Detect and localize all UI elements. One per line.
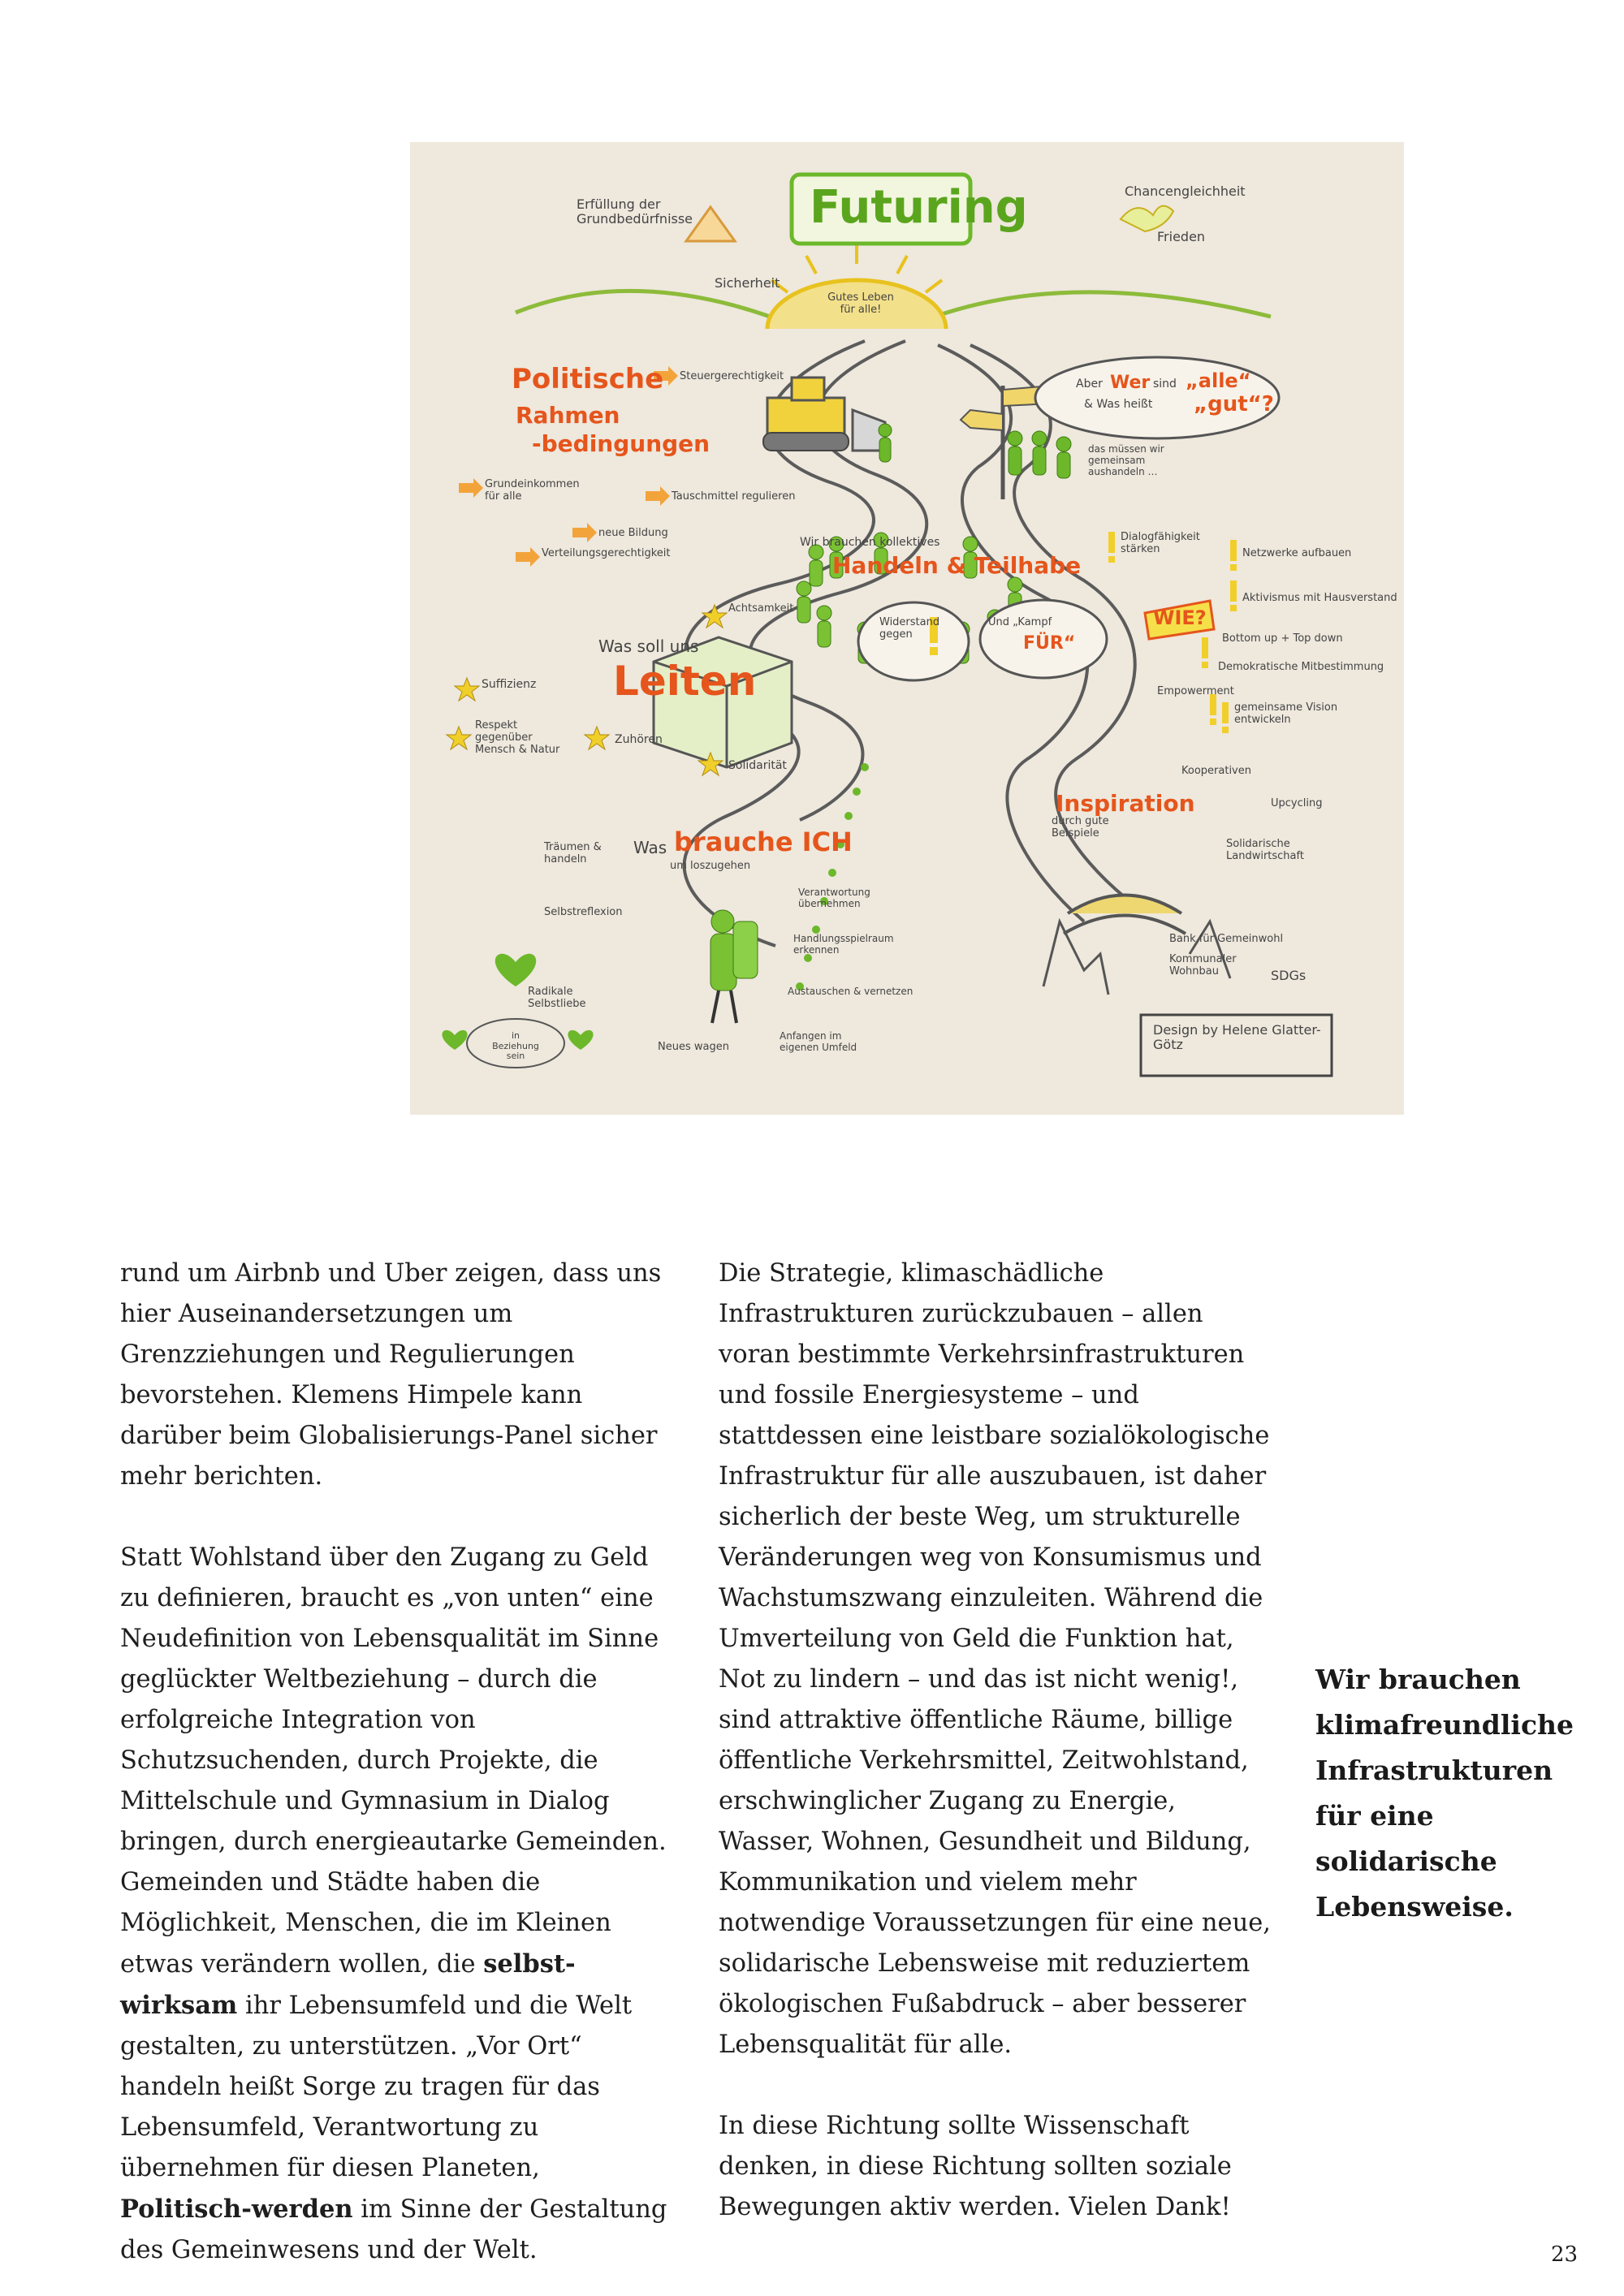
sketch-title: Futuring (810, 181, 1028, 234)
paragraph: rund um Airbnb und Uber zeigen, dass uns hier Auseinandersetzungen um Grenzziehungen und Regulierungen bevorstehen. Klemens Himpele kann darüber beim Globalisierungs-Panel sicher mehr berichten. (120, 1259, 662, 1491)
sketch-inspiration-item: Bank für Gemeinwohl (1169, 933, 1284, 945)
sketch-brauche-item: Anfangen im eigenen Umfeld (780, 1030, 857, 1053)
sketch-label-chancengleichheit: Chancengleichheit (1125, 183, 1246, 199)
sketch-wie-item: Demokratische Mitbestimmung (1218, 661, 1384, 673)
paragraph: Statt Wohlstand über den Zugang zu Geld zu definieren, braucht es „von unten“ eine Neudefinition von Lebensqualität im Sinne geglückter Weltbeziehung – durch die erfolgreiche Integration von Schutzsuchenden, durch Projekte, die Mittelschule und Gymnasium in Dialog bringen, durch energieautarke Gemeinden. Gemeinden und Städte haben die Möglichkeit, Menschen, die im Kleinen etwas verändern wollen, die selbst-wirksam ihr Lebensumfeld und die Welt gestalten, zu unterstützen. „Vor Ort“ handeln heißt Sorge zu tragen für das Lebensumfeld, Verantwortung zu übernehmen für diesen Planeten, Politisch-werden im Sinne der Gestaltung des Gemeinwesens und der Welt. (120, 1543, 667, 2264)
sketch-politische-title: Politische (512, 363, 664, 395)
sketch-inspiration-item: Kommunaler Wohnbau (1169, 953, 1237, 978)
sketch-brauche-item: Handlungsspielraum erkennen (793, 933, 894, 956)
sketch-brauche-item: Austauschen & vernetzen (788, 986, 914, 997)
sketch-question-gut: „gut“? (1194, 392, 1274, 416)
sketch-wie-item: Aktivismus mit Hausverstand (1242, 592, 1397, 604)
sketch-brauche-title: brauche ICH (674, 826, 853, 857)
text-column-left (120, 1254, 679, 2271)
sketch-inspiration-item: SDGs (1271, 968, 1307, 983)
sketch-wie-item: Dialogfähigkeit stärken (1121, 531, 1200, 555)
sketch-question-sub: das müssen wir gemeinsam aushandeln … (1088, 443, 1164, 477)
pull-quote: Wir brauchen klimafreundliche Infrastrukturen für eine solidarische Lebensweise. (1315, 1664, 1574, 1923)
futuring-sketchnote (410, 142, 1404, 1115)
sketch-brauche-item: Radikale Selbstliebe (528, 986, 586, 1010)
sketch-question-intro: Aber (1076, 378, 1103, 391)
sketch-question-wer: Wer (1110, 373, 1151, 393)
sketch-leiten-item: Respekt gegenüber Mensch & Natur (475, 719, 560, 756)
sketch-wie-item: Bottom up + Top down (1222, 632, 1343, 645)
sketch-handeln-title: Handeln & Teilhabe (832, 552, 1082, 579)
sketch-politische-title-2: Rahmen (516, 402, 620, 429)
sketch-inspiration-title: Inspiration (1056, 790, 1195, 817)
sketch-brauche-item: in Beziehung sein (492, 1030, 539, 1062)
sketch-politische-title-3: -bedingungen (532, 430, 710, 457)
sketch-politische-item: Verteilungsgerechtigkeit (542, 547, 671, 559)
sketch-politische-item: Grundeinkommen für alle (485, 478, 580, 503)
sketch-fuer: FÜR“ (1023, 633, 1076, 654)
sketch-inspiration-item: Kooperativen (1181, 765, 1251, 777)
sketch-kampf: Und „Kampf (988, 616, 1052, 628)
emphasis-selbst-wirksam: selbst-wirksam (120, 1949, 576, 2020)
paragraph: Die Strategie, klimaschädliche Infrastrukturen zurückzubauen – allen voran bestimmte Verkehrsinfrastrukturen und fossile Energiesysteme – und stattdessen eine leistbare sozialökologische Infrastruktur für alle auszubauen, ist daher sicherlich der beste Weg, um strukturelle Veränderungen weg von Konsumismus und Wachstumszwang einzuleiten. Während die Umverteilung von Geld die Funktion hat, Not zu lindern – und das ist nicht wenig!, sind attraktive öffentliche Räume, billige öffentliche Verkehrsmittel, Zeitwohlstand, erschwinglicher Zugang zu Energie, Wasser, Wohnen, Gesundheit und Bildung, Kommunikation und vielem mehr notwendige Voraussetzungen für eine neue, solidarische Lebensweise mit reduziertem ökologischen Fußabdruck – aber besserer Lebensqualität für alle. (719, 1259, 1271, 2059)
sketch-widerstand: Widerstand gegen (879, 616, 940, 641)
text-column-right (719, 1254, 1271, 2228)
sketch-inspiration-item: Solidarische Landwirtschaft (1226, 838, 1304, 862)
sketch-achtsamkeit: Achtsamkeit (728, 602, 794, 615)
sketch-brauche-sub: um loszugehen (670, 860, 751, 872)
sketch-brauche-item: Träumen & handeln (544, 841, 602, 865)
sketch-wie-item: Netzwerke aufbauen (1242, 547, 1352, 559)
sketch-sun-label: Gutes Leben für alle! (827, 291, 894, 316)
sketch-leiten-intro: Was soll uns (598, 637, 699, 656)
sketch-question-and: & Was heißt (1084, 398, 1153, 411)
sketch-brauche-item: Neues wagen (658, 1041, 729, 1053)
emphasis-politisch-werden: Politisch-werden (120, 2195, 353, 2224)
sketch-politische-item: Tauschmittel regulieren (672, 490, 796, 503)
sketch-question-sind: sind (1153, 378, 1177, 391)
sketch-wie: WIE? (1153, 606, 1207, 629)
sketch-credit: Design by Helene Glatter-Götz (1153, 1022, 1321, 1053)
sketch-inspiration-item: Upcycling (1271, 797, 1323, 809)
sketch-wie-item: Empowerment (1157, 685, 1234, 697)
sketch-leiten-item: Solidarität (728, 759, 787, 772)
sketch-handeln-intro: Wir brauchen kollektives (800, 536, 940, 549)
sketch-brauche-intro: Was (633, 838, 667, 857)
page-number: 23 (1551, 2242, 1579, 2267)
sketch-leiten-item: Suffizienz (482, 678, 537, 691)
sketch-label-frieden: Frieden (1157, 229, 1206, 244)
sketch-question-alle: „alle“ (1186, 369, 1251, 392)
paragraph: In diese Richtung sollte Wissenschaft denken, in diese Richtung sollten soziale Bewegungen aktiv werden. Vielen Dank! (719, 2112, 1232, 2221)
sketch-label-sicherheit: Sicherheit (715, 275, 780, 291)
sketch-politische-item: neue Bildung (598, 527, 668, 539)
sketch-label-grundbeduerfnisse: Erfüllung der Grundbedürfnisse (577, 196, 693, 227)
sketch-brauche-item: Verantwortung übernehmen (798, 887, 870, 909)
sketch-leiten-title: Leiten (613, 658, 757, 705)
sketch-leiten-item: Zuhören (615, 733, 663, 746)
sketch-brauche-item: Selbstreflexion (544, 906, 623, 918)
sketch-politische-item: Steuergerechtigkeit (680, 370, 784, 382)
sketch-wie-item: gemeinsame Vision entwickeln (1234, 701, 1338, 726)
sketch-inspiration-sub: durch gute Beispiele (1052, 815, 1109, 839)
